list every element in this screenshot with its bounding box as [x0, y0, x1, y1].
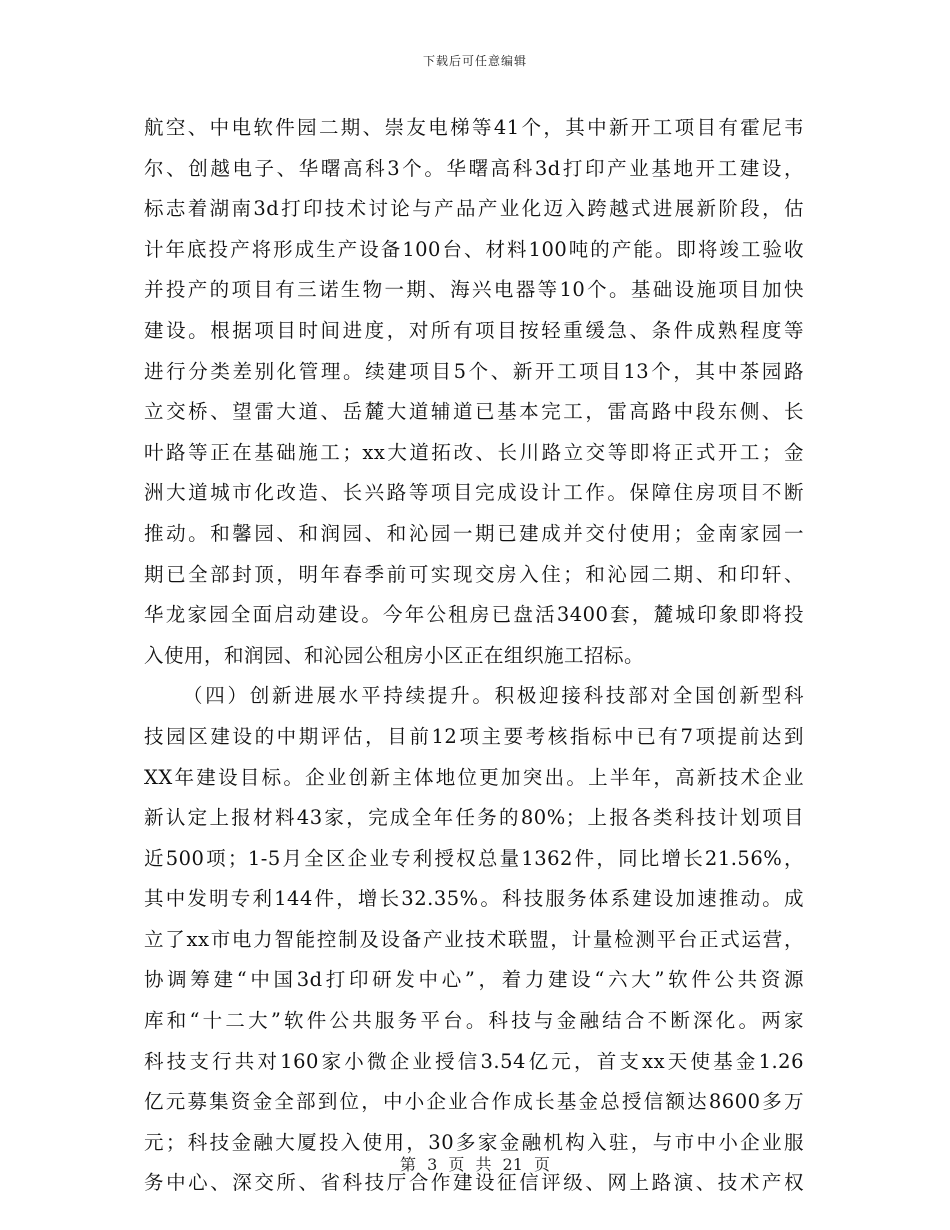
body-line: 华龙家园全面启动建设。今年公租房已盘活3400套，麓城印象即将投 — [144, 603, 804, 627]
page-footer: 第 3 页 共 21 页 — [400, 1155, 550, 1174]
body-line: 科技支行共对160家小微企业授信3.54亿元，首支xx天使基金1.26 — [144, 1049, 804, 1073]
page-header: 下载后可任意编辑 — [422, 54, 527, 68]
body-line: 近500项；1-5月全区企业专利授权总量1362件，同比增长21.56%， — [144, 846, 804, 870]
body-line: 洲大道城市化改造、长兴路等项目完成设计工作。保障住房项目不断 — [144, 481, 804, 505]
body-line: 立交桥、望雷大道、岳麓大道辅道已基本完工，雷高路中段东侧、长 — [144, 400, 804, 424]
body-line: 务中心、深交所、省科技厅合作建设征信评级、网上路演、技术产权 — [144, 1171, 804, 1195]
body-line: 期已全部封顶，明年春季前可实现交房入住；和沁园二期、和印轩、 — [144, 562, 804, 586]
body-line: 其中发明专利144件，增长32.35%。科技服务体系建设加速推动。成 — [144, 887, 804, 911]
body-line: 叶路等正在基础施工；xx大道拓改、长川路立交等即将正式开工；金 — [144, 440, 804, 464]
body-line: 推动。和馨园、和润园、和沁园一期已建成并交付使用；金南家园一 — [144, 521, 804, 545]
body-line: 计年底投产将形成生产设备100台、材料100吨的产能。即将竣工验收 — [144, 237, 804, 261]
body-line: 尔、创越电子、华曙高科3个。华曙高科3d打印产业基地开工建设， — [144, 156, 804, 180]
body-line: 元；科技金融大厦投入使用，30多家金融机构入驻，与市中小企业服 — [144, 1130, 804, 1154]
body-line: 技园区建设的中期评估，目前12项主要考核指标中已有7项提前达到 — [144, 724, 804, 748]
section-heading-line: （四）创新进展水平持续提升。积极迎接科技部对全国创新型科 — [183, 684, 804, 708]
body-line: 进行分类差别化管理。续建项目5个、新开工项目13个，其中茶园路 — [144, 359, 804, 383]
body-line: 并投产的项目有三诺生物一期、海兴电器等10个。基础设施项目加快 — [144, 278, 804, 302]
body-line: 新认定上报材料43家，完成全年任务的80%；上报各类科技计划项目 — [144, 806, 804, 830]
body-line: 亿元募集资金全部到位，中小企业合作成长基金总授信额达8600多万 — [144, 1090, 804, 1114]
body-line: XX年建设目标。企业创新主体地位更加突出。上半年，高新技术企业 — [144, 765, 804, 789]
body-line: 协调筹建“中国3d打印研发中心”，着力建设“六大”软件公共资源 — [144, 968, 804, 992]
body-line: 建设。根据项目时间进度，对所有项目按轻重缓急、条件成熟程度等 — [144, 318, 804, 342]
body-line: 标志着湖南3d打印技术讨论与产品产业化迈入跨越式进展新阶段，估 — [144, 197, 804, 221]
body-line: 航空、中电软件园二期、崇友电梯等41个，其中新开工项目有霍尼韦 — [144, 116, 804, 139]
body-line: 入使用，和润园、和沁园公租房小区正在组织施工招标。 — [144, 643, 645, 667]
body-line: 库和“十二大”软件公共服务平台。科技与金融结合不断深化。两家 — [144, 1009, 804, 1033]
document-body — [144, 108, 804, 1204]
body-line: 立了xx市电力智能控制及设备产业技术联盟，计量检测平台正式运营， — [144, 927, 804, 951]
